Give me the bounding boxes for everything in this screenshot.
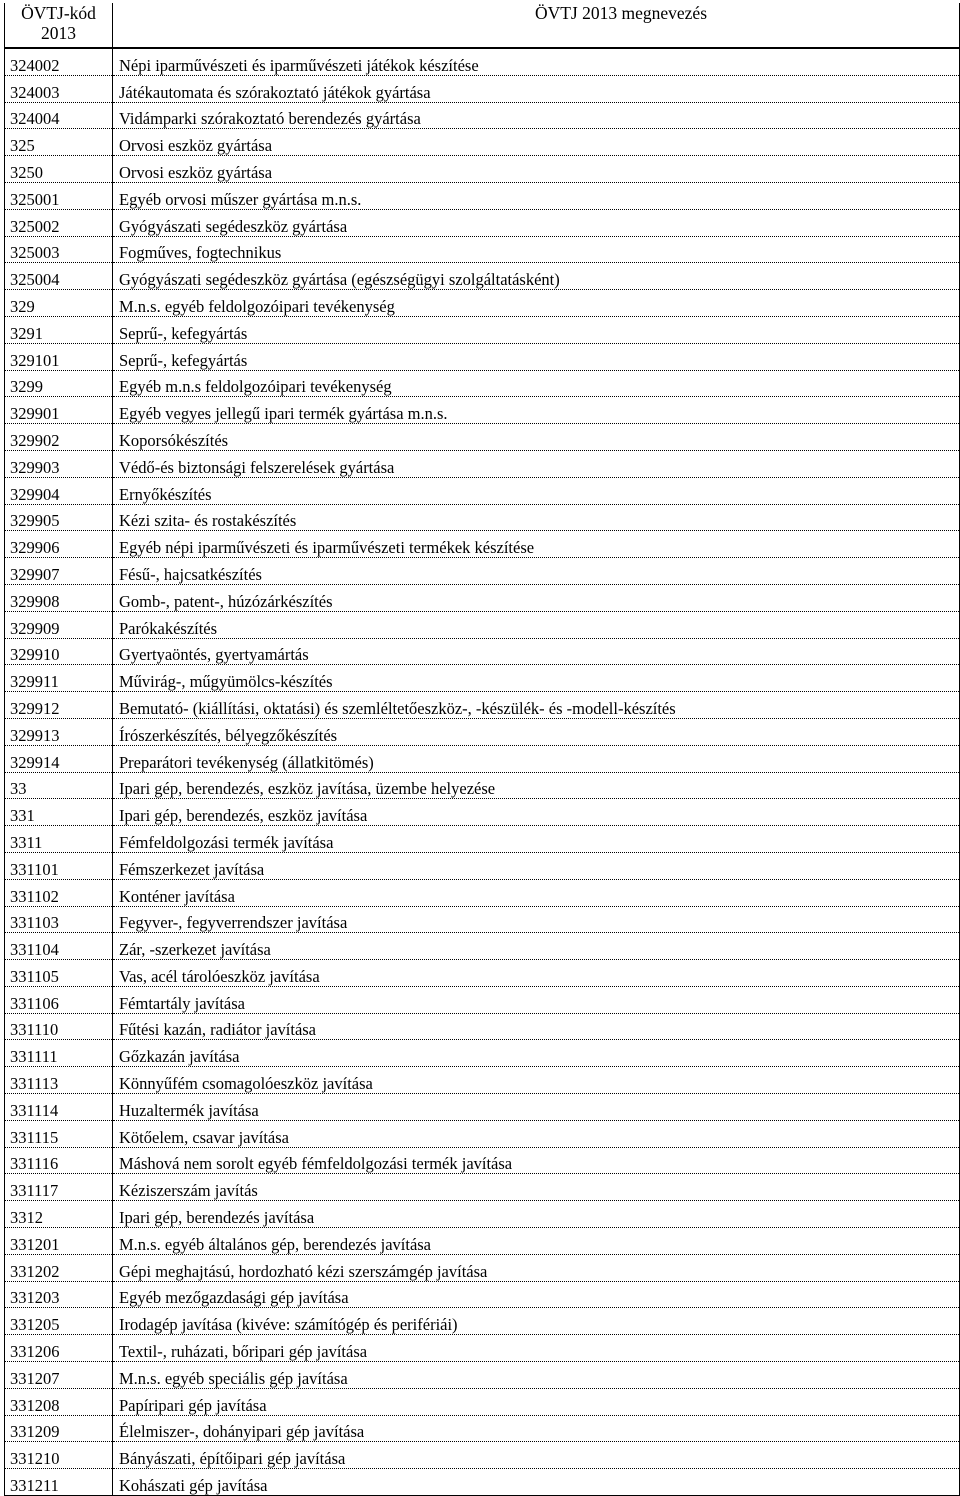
row-code: 331117 bbox=[5, 1174, 113, 1201]
row-code: 331206 bbox=[5, 1335, 113, 1362]
table-row bbox=[5, 665, 960, 692]
name-header-label: ÖVTJ 2013 megnevezés bbox=[534, 3, 708, 23]
table-row bbox=[5, 799, 960, 826]
row-code: 331210 bbox=[5, 1442, 113, 1469]
row-code: 3311 bbox=[5, 826, 113, 853]
row-name: Textil-, ruházati, bőripari gép javítása bbox=[113, 1335, 960, 1362]
row-code: 329902 bbox=[5, 424, 113, 451]
row-code: 329911 bbox=[5, 665, 113, 692]
table-row bbox=[5, 1388, 960, 1415]
table-row bbox=[5, 638, 960, 665]
row-name: Játékautomata és szórakoztató játékok gyártása bbox=[113, 75, 960, 102]
table-row bbox=[5, 209, 960, 236]
row-code: 331203 bbox=[5, 1281, 113, 1308]
row-code: 325004 bbox=[5, 263, 113, 290]
table-row bbox=[5, 236, 960, 263]
table-body bbox=[5, 48, 960, 1496]
table-row bbox=[5, 558, 960, 585]
table-row bbox=[5, 1362, 960, 1389]
row-name: Konténer javítása bbox=[113, 879, 960, 906]
row-name: Fűtési kazán, radiátor javítása bbox=[113, 1013, 960, 1040]
row-name: Orvosi eszköz gyártása bbox=[113, 156, 960, 183]
row-name: Seprű-, kefegyártás bbox=[113, 343, 960, 370]
table-row bbox=[5, 75, 960, 102]
table-row bbox=[5, 1067, 960, 1094]
row-name: Kohászati gép javítása bbox=[113, 1469, 960, 1496]
row-name: Bemutató- (kiállítási, oktatási) és szemléltetőeszköz-, -készülék- és -modell-készítés bbox=[113, 692, 960, 719]
row-code: 324004 bbox=[5, 102, 113, 129]
row-code: 329913 bbox=[5, 718, 113, 745]
row-name: Egyéb orvosi műszer gyártása m.n.s. bbox=[113, 182, 960, 209]
table-row bbox=[5, 1228, 960, 1255]
row-code: 329903 bbox=[5, 450, 113, 477]
row-code: 329907 bbox=[5, 558, 113, 585]
row-code: 329914 bbox=[5, 745, 113, 772]
row-name: Egyéb m.n.s feldolgozóipari tevékenység bbox=[113, 370, 960, 397]
row-code: 325 bbox=[5, 129, 113, 156]
row-name: Élelmiszer-, dohányipari gép javítása bbox=[113, 1415, 960, 1442]
row-name: M.n.s. egyéb feldolgozóipari tevékenység bbox=[113, 290, 960, 317]
row-name: Ipari gép, berendezés javítása bbox=[113, 1201, 960, 1228]
table-row bbox=[5, 370, 960, 397]
row-code: 329101 bbox=[5, 343, 113, 370]
table-row bbox=[5, 1281, 960, 1308]
row-name: Kéziszerszám javítás bbox=[113, 1174, 960, 1201]
table-row bbox=[5, 182, 960, 209]
table-row bbox=[5, 1094, 960, 1121]
row-name: Preparátori tevékenység (állatkitömés) bbox=[113, 745, 960, 772]
row-name: Egyéb népi iparművészeti és iparművészeti termékek készítése bbox=[113, 531, 960, 558]
table-row bbox=[5, 156, 960, 183]
row-name: Parókakészítés bbox=[113, 611, 960, 638]
row-code: 331116 bbox=[5, 1147, 113, 1174]
table-row bbox=[5, 1040, 960, 1067]
table-row bbox=[5, 879, 960, 906]
row-code: 331101 bbox=[5, 852, 113, 879]
table-row bbox=[5, 1335, 960, 1362]
table-row bbox=[5, 343, 960, 370]
row-code: 331113 bbox=[5, 1067, 113, 1094]
row-name: Gyertyaöntés, gyertyamártás bbox=[113, 638, 960, 665]
table-row bbox=[5, 718, 960, 745]
row-code: 331114 bbox=[5, 1094, 113, 1121]
row-name: Kézi szita- és rostakészítés bbox=[113, 504, 960, 531]
row-code: 331205 bbox=[5, 1308, 113, 1335]
table-row bbox=[5, 290, 960, 317]
row-code: 325001 bbox=[5, 182, 113, 209]
table-row bbox=[5, 906, 960, 933]
classification-table bbox=[4, 3, 960, 1496]
row-name: Huzaltermék javítása bbox=[113, 1094, 960, 1121]
row-code: 331115 bbox=[5, 1120, 113, 1147]
row-name: M.n.s. egyéb speciális gép javítása bbox=[113, 1362, 960, 1389]
row-name: Gomb-, patent-, húzózárkészítés bbox=[113, 584, 960, 611]
row-name: Vidámparki szórakoztató berendezés gyártása bbox=[113, 102, 960, 129]
row-code: 33 bbox=[5, 772, 113, 799]
row-name: Művirág-, műgyümölcs-készítés bbox=[113, 665, 960, 692]
row-code: 331102 bbox=[5, 879, 113, 906]
row-name: Seprű-, kefegyártás bbox=[113, 316, 960, 343]
row-code: 324002 bbox=[5, 48, 113, 75]
row-code: 331110 bbox=[5, 1013, 113, 1040]
row-code: 3312 bbox=[5, 1201, 113, 1228]
row-code: 329910 bbox=[5, 638, 113, 665]
row-name: Ipari gép, berendezés, eszköz javítása, üzembe helyezése bbox=[113, 772, 960, 799]
row-name: Gyógyászati segédeszköz gyártása (egészségügyi szolgáltatásként) bbox=[113, 263, 960, 290]
table-row bbox=[5, 1174, 960, 1201]
row-name: Egyéb vegyes jellegű ipari termék gyártása m.n.s. bbox=[113, 397, 960, 424]
row-code: 331207 bbox=[5, 1362, 113, 1389]
row-name: Könnyűfém csomagolóeszköz javítása bbox=[113, 1067, 960, 1094]
row-code: 329909 bbox=[5, 611, 113, 638]
row-name: Gyógyászati segédeszköz gyártása bbox=[113, 209, 960, 236]
table-row bbox=[5, 1147, 960, 1174]
row-name: Gépi meghajtású, hordozható kézi szerszámgép javítása bbox=[113, 1254, 960, 1281]
row-code: 329906 bbox=[5, 531, 113, 558]
row-code: 331104 bbox=[5, 933, 113, 960]
row-code: 331 bbox=[5, 799, 113, 826]
table-row bbox=[5, 745, 960, 772]
row-name: Máshová nem sorolt egyéb fémfeldolgozási termék javítása bbox=[113, 1147, 960, 1174]
row-name: Orvosi eszköz gyártása bbox=[113, 129, 960, 156]
row-name: Papíripari gép javítása bbox=[113, 1388, 960, 1415]
row-name: Fémszerkezet javítása bbox=[113, 852, 960, 879]
row-code: 325003 bbox=[5, 236, 113, 263]
table-row bbox=[5, 960, 960, 987]
row-name: Írószerkészítés, bélyegzőkészítés bbox=[113, 718, 960, 745]
row-name: Ernyőkészítés bbox=[113, 477, 960, 504]
table-row bbox=[5, 1308, 960, 1335]
table-row bbox=[5, 263, 960, 290]
table-row bbox=[5, 852, 960, 879]
table-row bbox=[5, 1254, 960, 1281]
row-code: 329904 bbox=[5, 477, 113, 504]
table-row bbox=[5, 424, 960, 451]
row-name: Kötőelem, csavar javítása bbox=[113, 1120, 960, 1147]
row-name: M.n.s. egyéb általános gép, berendezés javítása bbox=[113, 1228, 960, 1255]
table-header bbox=[5, 3, 960, 48]
row-code: 331106 bbox=[5, 986, 113, 1013]
row-code: 331202 bbox=[5, 1254, 113, 1281]
row-code: 3250 bbox=[5, 156, 113, 183]
table-row bbox=[5, 450, 960, 477]
row-code: 324003 bbox=[5, 75, 113, 102]
row-name: Fogműves, fogtechnikus bbox=[113, 236, 960, 263]
table-row bbox=[5, 1120, 960, 1147]
row-name: Fegyver-, fegyverrendszer javítása bbox=[113, 906, 960, 933]
row-code: 329901 bbox=[5, 397, 113, 424]
table-row bbox=[5, 584, 960, 611]
table-row bbox=[5, 316, 960, 343]
table-row bbox=[5, 1013, 960, 1040]
table-row bbox=[5, 986, 960, 1013]
code-column-header bbox=[5, 3, 113, 48]
table-row bbox=[5, 129, 960, 156]
code-header-line1: ÖVTJ-kód bbox=[21, 3, 96, 23]
row-name: Irodagép javítása (kivéve: számítógép és perifériái) bbox=[113, 1308, 960, 1335]
row-name: Fémfeldolgozási termék javítása bbox=[113, 826, 960, 853]
row-name: Népi iparművészeti és iparművészeti játékok készítése bbox=[113, 48, 960, 75]
row-code: 331211 bbox=[5, 1469, 113, 1496]
row-name: Gőzkazán javítása bbox=[113, 1040, 960, 1067]
row-code: 329912 bbox=[5, 692, 113, 719]
row-code: 3291 bbox=[5, 316, 113, 343]
row-code: 329 bbox=[5, 290, 113, 317]
row-name: Védő-és biztonsági felszerelések gyártása bbox=[113, 450, 960, 477]
row-name: Ipari gép, berendezés, eszköz javítása bbox=[113, 799, 960, 826]
row-name: Fésű-, hajcsatkészítés bbox=[113, 558, 960, 585]
row-code: 329908 bbox=[5, 584, 113, 611]
row-code: 331201 bbox=[5, 1228, 113, 1255]
row-code: 331103 bbox=[5, 906, 113, 933]
name-column-header bbox=[113, 3, 960, 48]
table-row bbox=[5, 531, 960, 558]
row-code: 325002 bbox=[5, 209, 113, 236]
row-name: Fémtartály javítása bbox=[113, 986, 960, 1013]
row-code: 331111 bbox=[5, 1040, 113, 1067]
code-header-line2: 2013 bbox=[41, 23, 76, 43]
table-row bbox=[5, 48, 960, 75]
table-row bbox=[5, 102, 960, 129]
row-name: Zár, -szerkezet javítása bbox=[113, 933, 960, 960]
row-name: Bányászati, építőipari gép javítása bbox=[113, 1442, 960, 1469]
table-row bbox=[5, 692, 960, 719]
table-row bbox=[5, 504, 960, 531]
row-code: 331208 bbox=[5, 1388, 113, 1415]
table-row bbox=[5, 1201, 960, 1228]
row-name: Egyéb mezőgazdasági gép javítása bbox=[113, 1281, 960, 1308]
table-row bbox=[5, 933, 960, 960]
header-row bbox=[5, 3, 960, 48]
table-row bbox=[5, 826, 960, 853]
table-row bbox=[5, 772, 960, 799]
table-row bbox=[5, 1442, 960, 1469]
table-row bbox=[5, 611, 960, 638]
row-name: Koporsókészítés bbox=[113, 424, 960, 451]
row-code: 329905 bbox=[5, 504, 113, 531]
row-name: Vas, acél tárolóeszköz javítása bbox=[113, 960, 960, 987]
table-row bbox=[5, 477, 960, 504]
row-code: 3299 bbox=[5, 370, 113, 397]
table-row bbox=[5, 397, 960, 424]
row-code: 331105 bbox=[5, 960, 113, 987]
row-code: 331209 bbox=[5, 1415, 113, 1442]
table-row bbox=[5, 1469, 960, 1496]
table-row bbox=[5, 1415, 960, 1442]
